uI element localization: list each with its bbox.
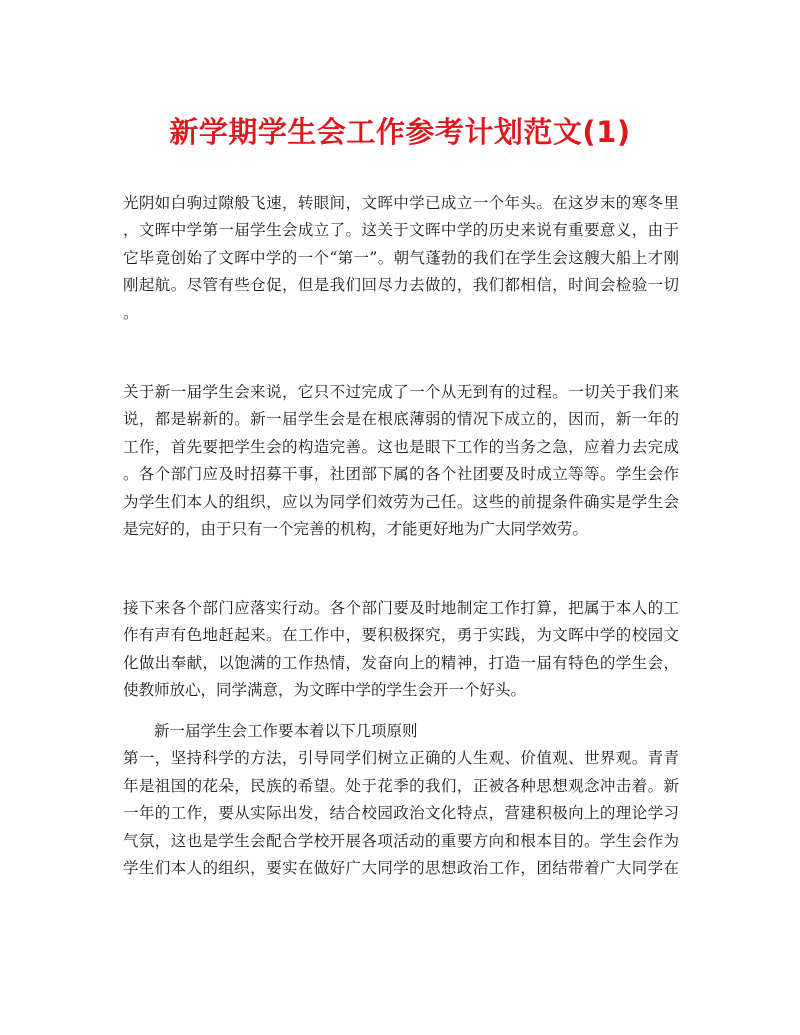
text-line: 关于新一届学生会来说，它只不过完成了一个从无到有的过程。一切关于我们来	[123, 383, 679, 401]
text-line: 作有声有色地赶起来。在工作中，要积极探究，勇于实践，为文晖中学的校园文	[123, 626, 679, 645]
text-line: 第一，坚持科学的方法，引导同学们树立正确的人生观、价值观、世界观。青青	[123, 749, 679, 768]
text-line: 工作，首先要把学生会的构造完善。这也是眼下工作的当务之急，应着力去完成	[123, 437, 679, 456]
text-line: 一年的工作，要从实际出发，结合校园政治文化特点，营建积极向上的理论学习	[123, 804, 679, 823]
paragraph-1	[123, 190, 679, 327]
paragraph-4	[123, 718, 679, 882]
text-line: ，文晖中学第一届学生会成立了。这关于文晖中学的历史来说有重要意义，由于	[123, 221, 679, 240]
text-line: 气氛，这也是学生会配合学校开展各项活动的重要方向和根本目的。学生会作为	[123, 831, 679, 850]
text-line: 学生们本人的组织，要实在做好广大同学的思想政治工作，团结带着广大同学在	[123, 858, 679, 877]
text-line: 化做出奉献，以饱满的工作热情，发奋向上的精神，打造一届有特色的学生会，	[123, 653, 679, 672]
text-line: 使教师放心，同学满意，为文晖中学的学生会开一个好头。	[123, 681, 527, 700]
text-line: 。	[123, 303, 139, 322]
paragraph-2	[123, 379, 679, 543]
document-title: 新学期学生会工作参考计划范文(1)	[169, 115, 631, 149]
text-line: 为学生们本人的组织，应以为同学们效劳为己任。这些的前提条件确实是学生会	[123, 492, 679, 511]
text-line: 光阴如白驹过隙般飞速，转眼间，文晖中学已成立一个年头。在这岁末的寒冬里	[123, 194, 679, 212]
text-line: 是完好的，由于只有一个完善的机构，才能更好地为广大同学效劳。	[123, 519, 589, 538]
paragraph-3	[123, 595, 679, 705]
section-heading-line: 新一届学生会工作要本着以下几项原则	[154, 722, 418, 740]
text-line: 说，都是崭新的。新一届学生会是在根底薄弱的情况下成立的，因而，新一年的	[123, 410, 679, 429]
text-line: 接下来各个部门应落实行动。各个部门要及时地制定工作打算，把属于本人的工	[123, 599, 679, 617]
text-line: 。各个部门应及时招募干事，社团部下属的各个社团要及时成立等等。学生会作	[123, 465, 679, 484]
text-line: 它毕竟创始了文晖中学的一个“第一”。朝气蓬勃的我们在学生会这艘大船上才刚	[123, 248, 679, 267]
text-line: 年是祖国的花朵，民族的希望。处于花季的我们，正被各种思想观念冲击着。新	[123, 776, 679, 795]
text-line: 刚起航。尽管有些仓促，但是我们回尽力去做的，我们都相信，时间会检验一切	[123, 276, 679, 295]
